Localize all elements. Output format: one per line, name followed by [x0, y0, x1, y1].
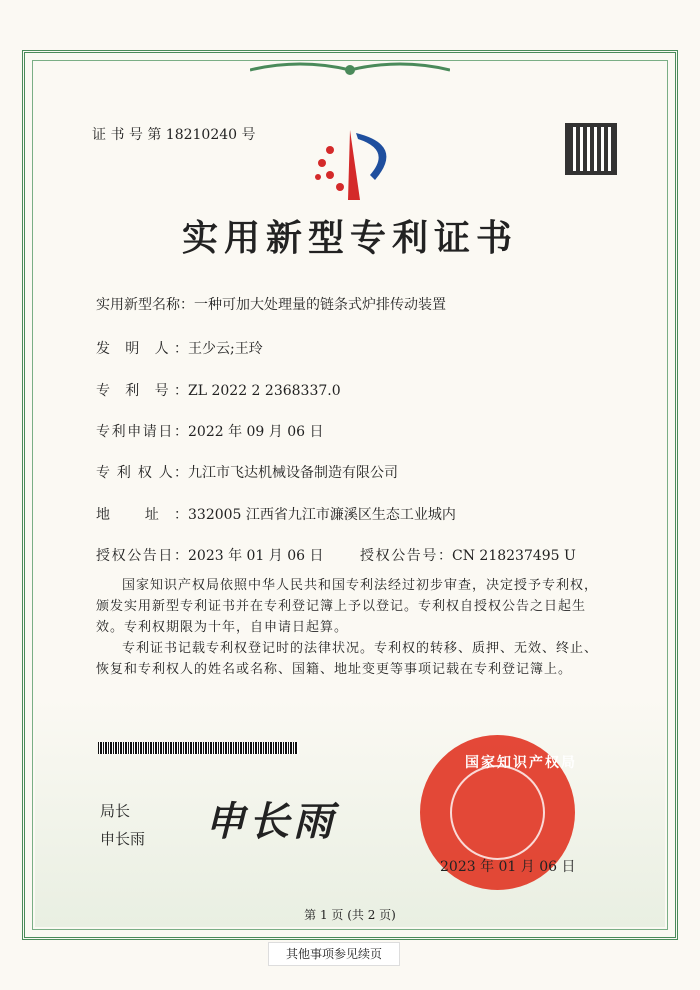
page-title: 实用新型专利证书 — [181, 217, 518, 259]
footer-note: 其他事项参见续页 — [268, 942, 400, 966]
field-grant-date: 授权公告日：2023 年 01 月 06 日 — [96, 548, 324, 564]
paragraph-grant: 国家知识产权局依照中华人民共和国专利法经过初步审查，决定授予专利权，颁发实用新型专利证书并在专利登记簿上予以登记。专利权自授权公告之日起生效。专利权期限为十年，自申请日起算。 — [96, 578, 599, 635]
signer-name: 申长雨 — [100, 830, 146, 848]
barcode — [98, 742, 298, 754]
signer-title: 局长 — [100, 802, 131, 820]
paragraph-legal: 专利证书记载专利权登记时的法律状况。专利权的转移、质押、无效、终止、恢复和专利权人的姓名或名称、国籍、地址变更等事项记载在专利登记簿上。 — [96, 641, 599, 677]
ornament-icon — [250, 58, 450, 80]
field-announcement-number: 授权公告号：CN 218237495 U — [360, 548, 576, 564]
field-application-date: 专利申请日：2022 年 09 月 06 日 — [96, 424, 324, 440]
field-patent-number: 专 利 号：ZL 2022 2 2368337.0 — [96, 383, 341, 399]
signature: 申长雨 — [205, 798, 337, 845]
seal-date: 2023 年 01 月 06 日 — [440, 859, 576, 875]
field-inventor: 发 明 人：王少云;王玲 — [96, 341, 263, 357]
field-patentee: 专 利 权 人：九江市飞达机械设备制造有限公司 — [96, 465, 398, 481]
page-info: 第 1 页 (共 2 页) — [304, 908, 396, 922]
field-name: 实用新型名称：一种可加大处理量的链条式炉排传动装置 — [96, 297, 446, 313]
qr-code[interactable] — [565, 123, 617, 175]
certificate-number: 证 书 号 第 18210240 号 — [92, 127, 256, 143]
seal-text: 国家知识产权局 — [465, 755, 577, 771]
cnipa-logo-icon — [300, 125, 405, 205]
seal-emblem-icon — [450, 765, 545, 860]
field-address: 地 址：332005 江西省九江市濂溪区生态工业城内 — [96, 507, 456, 523]
